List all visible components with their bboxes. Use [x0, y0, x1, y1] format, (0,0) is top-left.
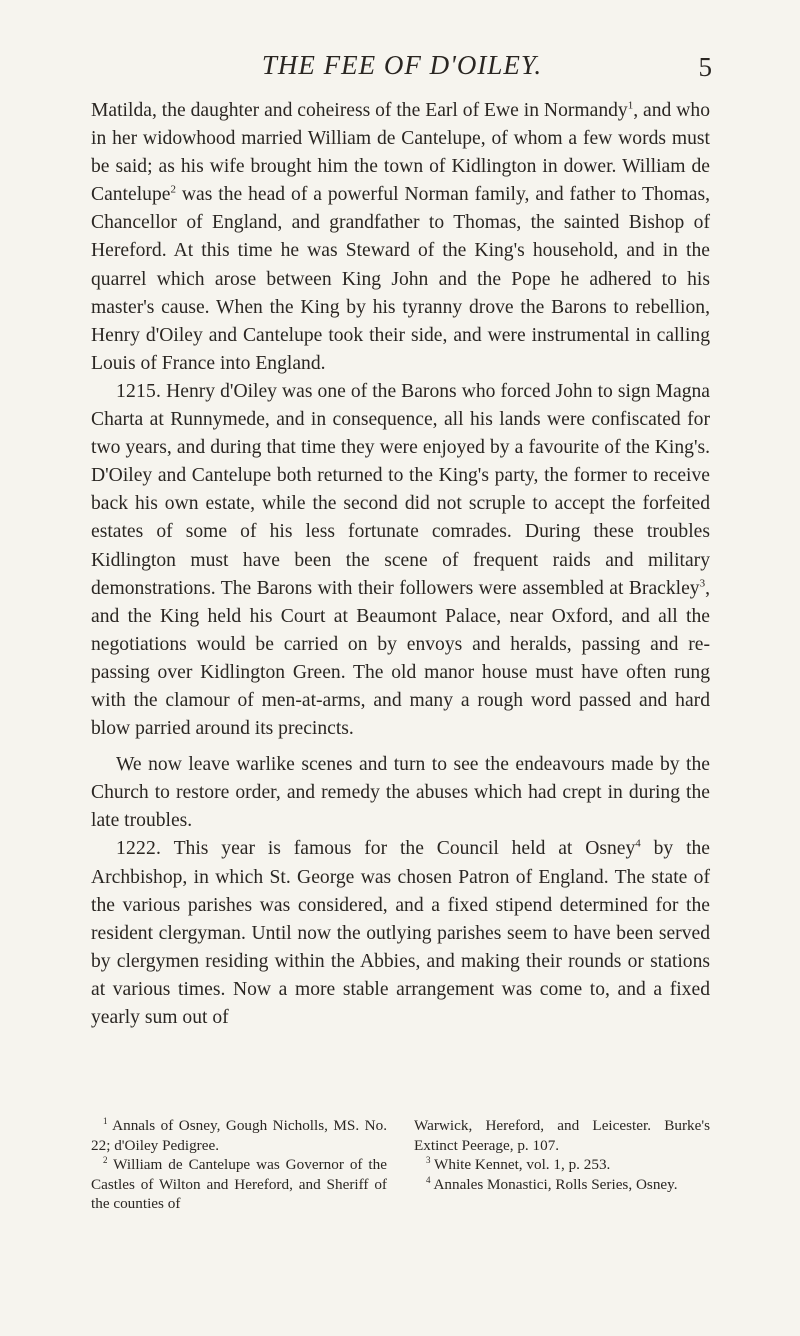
body-text — [91, 97, 710, 1032]
footnote-mark: 1 — [103, 1115, 108, 1126]
paragraph-text: This year is famous for the Council held at Osney — [161, 838, 636, 860]
footnote-text: Annales Monastici, Rolls Series, Osney. — [430, 1175, 678, 1193]
paragraph-text: , and who in her widowhood married William de Cantelupe, of whom a few words must be said; as his wife brought him the town of Kidlington in dower. William de Cantelupe — [91, 100, 710, 206]
paragraph — [91, 97, 710, 378]
year-label: 1222. — [116, 838, 162, 860]
footnote-ref: 1 — [627, 99, 634, 112]
footnote — [414, 1175, 710, 1195]
footnotes-left-column — [91, 1116, 387, 1214]
footnotes-right-column — [414, 1116, 710, 1214]
footnote-text: White Kennet, vol. 1, p. 253. — [430, 1156, 611, 1174]
paragraph-text: Matilda, the daughter and coheiress of the Earl of Ewe in Normandy — [91, 100, 628, 121]
paragraph — [91, 378, 710, 743]
footnote-mark: 3 — [426, 1155, 431, 1166]
footnote-text: Warwick, Hereford, and Leicester. Burke's Extinct Peerage, p. 107. — [414, 1117, 710, 1154]
paragraph-text: was the head of a powerful Norman family, and father to Thomas, Chancellor of England, and grandfather to Thomas, the sainted Bishop of Hereford. At this time he was Steward of the King's household, and in the quarrel which arose between King John and the Pope he adhered to his master's cause. When the King by his tyranny drove the Barons to rebellion, Henry d'Oiley and Cantelupe took their side, and were instrumental in calling Louis of France into England. — [91, 184, 710, 374]
running-head — [92, 48, 712, 88]
footnote-mark: 4 — [426, 1174, 431, 1185]
paragraph-text: , and the King held his Court at Beaumont Palace, near Oxford, and all the negotiations would be carried on by envoys and heralds, passing and re-passing over Kidlington Green. The old manor house must have often rung with the clamour of men-at-arms, and many a rough word passed and hard blow parried around its precincts. — [91, 577, 710, 740]
paragraph-text: We now leave warlike scenes and turn to see the endeavours made by the Church to restore order, and remedy the abuses which had crept in during the late troubles. — [91, 754, 710, 832]
footnote — [414, 1155, 710, 1175]
footnote-ref: 3 — [699, 577, 706, 590]
paragraph — [91, 751, 710, 835]
footnote — [91, 1155, 387, 1214]
footnote-text: Annals of Osney, Gough Nicholls, MS. No. 22; d'Oiley Pedigree. — [91, 1117, 387, 1154]
footnote-text: William de Cantelupe was Governor of the Castles of Wilton and Hereford, and Sheriff of the counties of — [91, 1156, 387, 1213]
footnotes — [91, 1116, 710, 1214]
footnote-ref: 4 — [635, 837, 641, 850]
footnote — [414, 1116, 710, 1155]
running-title: THE FEE OF D'OILEY. — [261, 50, 543, 80]
footnote — [91, 1116, 387, 1155]
footnote-ref: 2 — [170, 183, 176, 196]
paragraph — [91, 835, 710, 1032]
paragraph-text: by the Archbishop, in which St. George was chosen Patron of England. The state of the various parishes was considered, and a fixed stipend determined for the resident clergyman. Until now the outlying parishes seem to have been served by clergymen residing within the Abbies, and making their rounds or stations at various times. Now a more stable arrangement was come to, and a fixed yearly sum out of — [91, 838, 711, 1028]
page-number: 5 — [698, 52, 712, 82]
year-label: 1215. — [116, 380, 162, 402]
paragraph-text: Henry d'Oiley was one of the Barons who forced John to sign Magna Charta at Runnymede, and in consequence, all his lands were confiscated for two years, and during that time they were enjoyed by a favourite of the King's. D'Oiley and Cantelupe both returned to the King's party, the former to receive back his own estate, while the second did not scruple to accept the forfeited estates of some of his less fortunate comrades. During these troubles Kidlington must have been the scene of frequent raids and military demonstrations. The Barons with their followers were assembled at Brackley — [91, 380, 710, 599]
footnote-mark: 2 — [103, 1155, 108, 1166]
